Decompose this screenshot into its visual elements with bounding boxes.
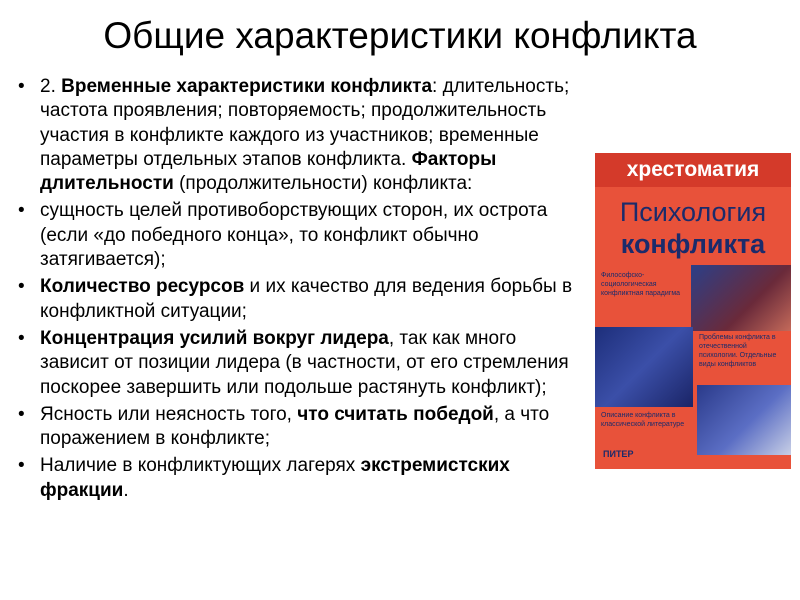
item-text: и их качество для ведения борьбы в конфликтной ситуации; [40,276,573,322]
item-text: сущность целей противоборствующих сторон, их острота (если «до победного конца», то конфликт обычно затягивается); [40,200,548,271]
bullet: • [18,403,25,425]
bullet: • [18,200,25,222]
bullet: • [18,276,25,298]
bullet: • [18,76,25,97]
book-photo-1 [691,265,791,331]
book-title-line2: конфликта [620,229,766,259]
item-prefix: Наличие в конфликтующих лагерях [40,455,361,477]
bullet: • [18,327,25,349]
item-bold: Количество ресурсов [40,276,245,298]
list-item [18,199,578,272]
book-photo-2 [595,327,693,407]
item-prefix: 2. [40,76,62,97]
item-bold: что считать победой [297,403,494,425]
item-text: . [123,479,129,501]
list-item [18,75,578,196]
list-item [18,403,578,452]
bullet-list [18,75,578,506]
item-bold-2: Факторы длительности [40,148,497,195]
list-item [18,275,578,324]
item-prefix: Ясность или неясность того, [40,403,298,425]
item-text-2: (продолжительности) конфликта: [173,173,473,195]
list-item [18,327,578,400]
book-description-2: Проблемы конфликта в отечественной психологии. Отдельные виды конфликтов [699,334,777,368]
page-title: Общие характеристики конфликта [103,15,697,56]
publisher-logo: ПИТЕР [603,449,634,459]
item-text: : длительность; частота проявления; повторяемость; продолжительность участия в конфликте каждого из участников; временные параметры отдельных этапов конфликта. [40,76,570,170]
item-bold: Временные характеристики конфликта [61,76,433,97]
list-item [18,454,578,503]
item-text: , так как много зависит от позиции лидера (в частности, от его стремления поскорее завершить или подольше растянуть конфликт); [40,327,569,398]
book-title-line1: Психология [619,197,767,227]
book-description-1: Философско-социологическая конфликтная парадигма [601,272,681,297]
book-description-3: Описание конфликта в классической литературе [601,412,685,428]
item-text: , а что поражением в конфликте; [40,403,550,450]
item-bold: Концентрация усилий вокруг лидера [40,327,389,349]
book-series-label: хрестоматия [626,158,760,181]
book-photo-3 [697,385,791,455]
bullet: • [18,455,25,477]
item-bold: экстремистских фракции [40,455,510,501]
book-cover-image [595,153,791,469]
